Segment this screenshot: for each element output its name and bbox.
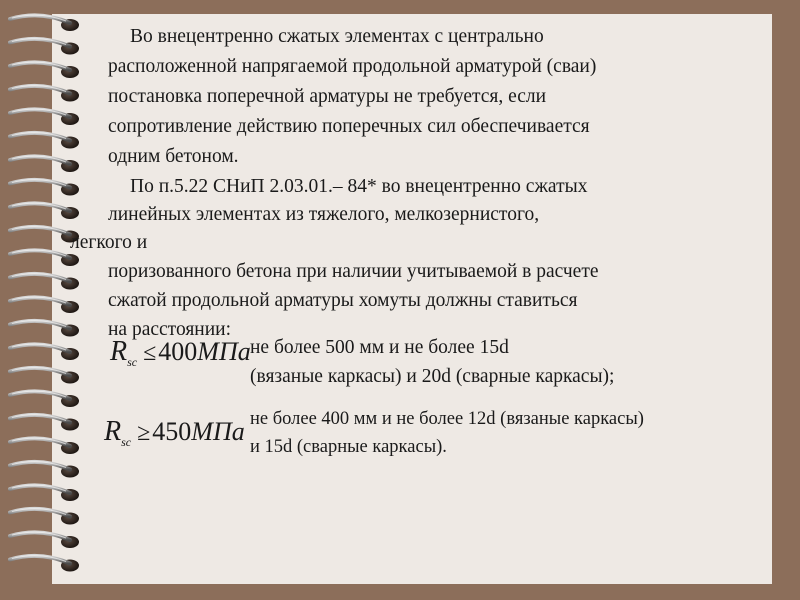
formula-subscript: sc	[121, 435, 132, 449]
paragraph-1-line-2: расположенной напрягаемой продольной арматурой (сваи)	[108, 56, 597, 77]
formula-symbol: R	[110, 336, 128, 367]
formula-rsc-ge-450	[104, 416, 245, 448]
paragraph-1-line-1: Во внецентренно сжатых элементах с центрально	[130, 26, 544, 47]
condition-1-line-2: (вязаные каркасы) и 20d (сварные каркасы);	[250, 366, 615, 387]
paragraph-1-line-4: сопротивление действию поперечных сил обеспечивается	[108, 116, 590, 137]
paragraph-2-line-5: сжатой продольной арматуры хомуты должны ставиться	[108, 290, 578, 311]
formula-subscript: sc	[127, 355, 138, 369]
formula-unit: МПа	[191, 417, 245, 446]
formula-rsc-le-400	[110, 336, 251, 368]
paragraph-2-line-2: линейных элементах из тяжелого, мелкозернистого,	[108, 204, 540, 225]
paragraph-2-line-4: поризованного бетона при наличии учитываемой в расчете	[108, 261, 599, 282]
formula-relation: ≤	[143, 340, 157, 366]
formula-unit: МПа	[197, 337, 251, 366]
condition-2-line-1: не более 400 мм и не более 12d (вязаные каркасы)	[250, 409, 644, 429]
paragraph-2-line-6: на расстоянии:	[108, 319, 232, 340]
spiral-binding	[0, 0, 90, 600]
formula-value: 450	[152, 417, 192, 446]
formula-symbol: R	[104, 416, 122, 447]
condition-1-line-1: не более 500 мм и не более 15d	[250, 337, 509, 358]
paragraph-2-line-3: легкого и	[70, 232, 148, 253]
paragraph-1-line-5: одним бетоном.	[108, 146, 239, 167]
formula-relation: ≥	[137, 420, 151, 446]
formula-value: 400	[158, 337, 198, 366]
paragraph-1-line-3: постановка поперечной арматуры не требуется, если	[108, 86, 547, 107]
paragraph-2-line-1: По п.5.22 СНиП 2.03.01.– 84* во внецентренно сжатых	[130, 176, 588, 197]
condition-2-line-2: и 15d (сварные каркасы).	[250, 437, 447, 457]
